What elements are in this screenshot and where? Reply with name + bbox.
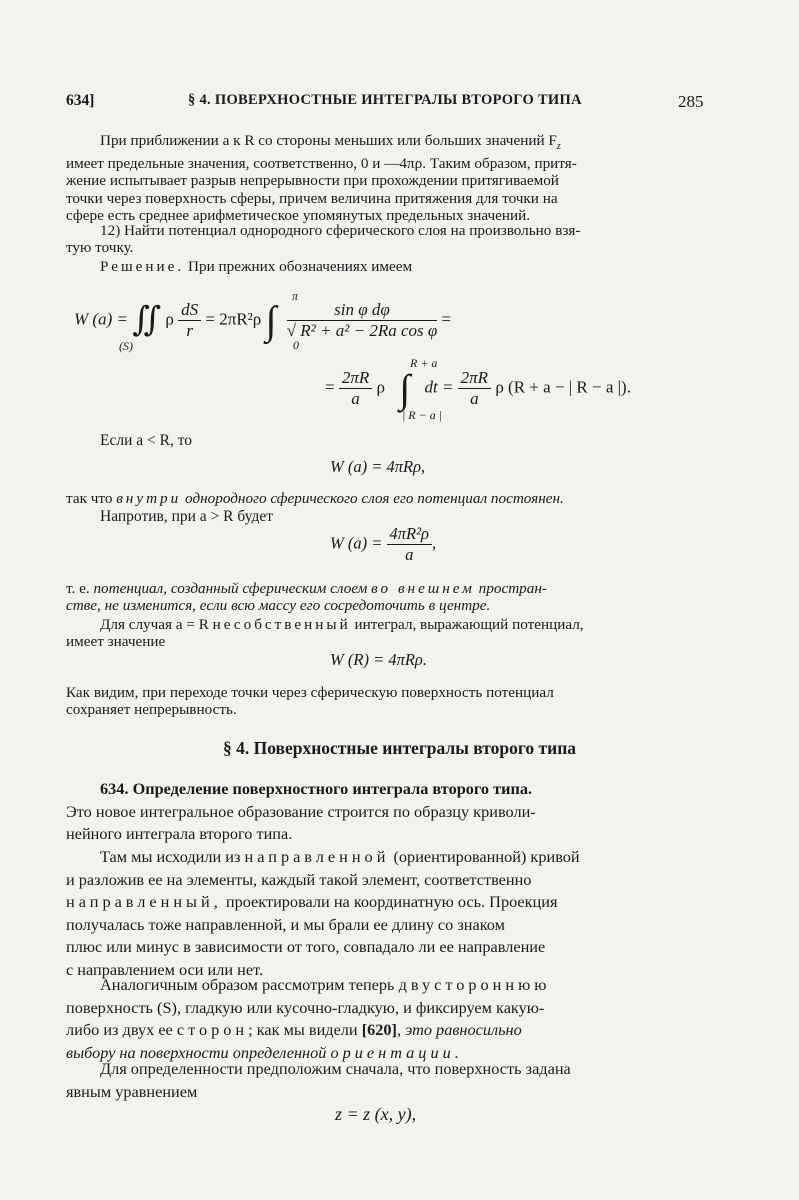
line: поверхность (S), гладкую или кусочно-гладкую, и фиксируем какую-: [66, 997, 545, 1017]
line: и разложив ее на элементы, каждый такой элемент, соответственно: [66, 869, 532, 889]
article-634: [66, 778, 708, 846]
line: получалась тоже направленной, и мы брали ее длину со знаком: [66, 914, 505, 934]
equation-potential-2: = $\frac{2\pi R}{a}$ ρ ∫ dt = $\frac{2\pi R}{a}$ ρ (R + a − | R − a |).: [325, 365, 631, 411]
solution-line: Решение. При прежних обозначениях имеем: [100, 258, 413, 275]
header-article-ref: 634]: [66, 92, 95, 109]
line: точки через поверхность сферы, причем величина притяжения для точки на: [66, 189, 558, 207]
line: Для случая a = R несобственный интеграл, выражающий потенциал,: [100, 616, 584, 633]
line: выбору на поверхности определенной ориентации.: [66, 1042, 463, 1062]
integral-sign: ∫: [399, 365, 411, 411]
cross-reference: [620]: [361, 1020, 397, 1040]
case-a-greater-r: Напротив, при a > R будет: [100, 508, 274, 525]
formula-inside: W (a) = 4πRρ,: [330, 457, 426, 476]
line: сохраняет непрерывность.: [66, 701, 237, 719]
line: Для определенности предположим сначала, что поверхность задана: [100, 1059, 571, 1078]
solution-label: Решение.: [100, 258, 185, 275]
line: Это новое интегральное образование строится по образцу криволи-: [66, 801, 536, 821]
line: нейного интеграла второго типа.: [66, 824, 293, 844]
integral-lower-limit: 0: [293, 338, 299, 352]
line: имеет предельные значения, соответственно, 0 и —4πρ. Таким образом, притя-: [66, 155, 577, 173]
line: Там мы исходили из направленной (ориентированной) кривой: [100, 847, 580, 866]
conclusion-inside: так что внутри однородного сферического слоя его потенциал постоянен.: [66, 490, 564, 507]
line: При приближении a к R со стороны меньших или больших значений $F_z$: [100, 132, 561, 153]
integral-domain: (S): [119, 339, 133, 353]
line: с направлением оси или нет.: [66, 959, 264, 979]
line: направленный, проектировали на координатную ось. Проекция: [66, 892, 558, 912]
paragraph-limit-values: [66, 132, 708, 224]
integral-upper-limit: R + a: [410, 356, 438, 370]
running-head: § 4. ПОВЕРХНОСТНЫЕ ИНТЕГРАЛЫ ВТОРОГО ТИПА: [188, 92, 582, 108]
integral-lower-limit: | R − a |: [402, 408, 443, 422]
problem-12: [66, 222, 708, 256]
double-integral-sign: ∬: [132, 301, 162, 339]
integral-sign: ∫: [265, 297, 277, 343]
integral-upper-limit: π: [292, 289, 299, 303]
line: Аналогичным образом рассмотрим теперь двустороннюю: [100, 975, 551, 994]
formula-on-sphere: W (R) = 4πRρ.: [330, 650, 427, 669]
line: Как видим, при переходе точки через сферическую поверхность потенциал: [66, 684, 554, 701]
formula-surface: z = z (x, y),: [335, 1104, 417, 1124]
line: либо из двух ее сторон; как мы видели [620], это равносильно: [66, 1020, 522, 1040]
paragraph-directed-curve: [66, 846, 708, 982]
paragraph-explicit-equation: [66, 1058, 708, 1103]
page-number: 285: [678, 92, 704, 111]
formula-outside: W (a) = $\frac{\text{4πR²ρ}}{a}$ ,: [330, 524, 437, 564]
conclusion-continuity: [66, 684, 708, 718]
case-a-equals-r: [66, 616, 708, 650]
section-title: § 4. Поверхностные интегралы второго типа: [222, 738, 577, 758]
article-heading: 634. Определение поверхностного интеграла второго типа.: [100, 779, 533, 798]
line: т. е. потенциал, созданный сферическим слоем во внешнем простран-: [66, 580, 547, 597]
equation-potential-1: W (a) = ∬ ρ $\frac{dS}{r}$ = 2πR²ρ ∫ $\frac{\text{sin φ dφ}}{\text{√ R² + a² − 2Ra cos φ}}$ =: [74, 297, 452, 343]
line: 12) Найти потенциал однородного сферического слоя на произвольно взя-: [100, 222, 581, 239]
line: жение испытывает разрыв непрерывности при прохождении притягиваемой: [66, 172, 559, 190]
line: явным уравнением: [66, 1081, 198, 1101]
conclusion-outside: [66, 580, 708, 614]
line: тую точку.: [66, 239, 134, 257]
line: сфере есть среднее арифметическое упомянутых предельных значений.: [66, 206, 531, 224]
line: имеет значение: [66, 633, 166, 651]
case-a-less-r: Если a < R, то: [100, 432, 193, 449]
line: стве, не изменится, если всю массу его сосредоточить в центре.: [66, 597, 491, 615]
line: плюс или минус в зависимости от того, совпадало ли ее направление: [66, 937, 546, 957]
paragraph-two-sided-surface: [66, 974, 708, 1064]
